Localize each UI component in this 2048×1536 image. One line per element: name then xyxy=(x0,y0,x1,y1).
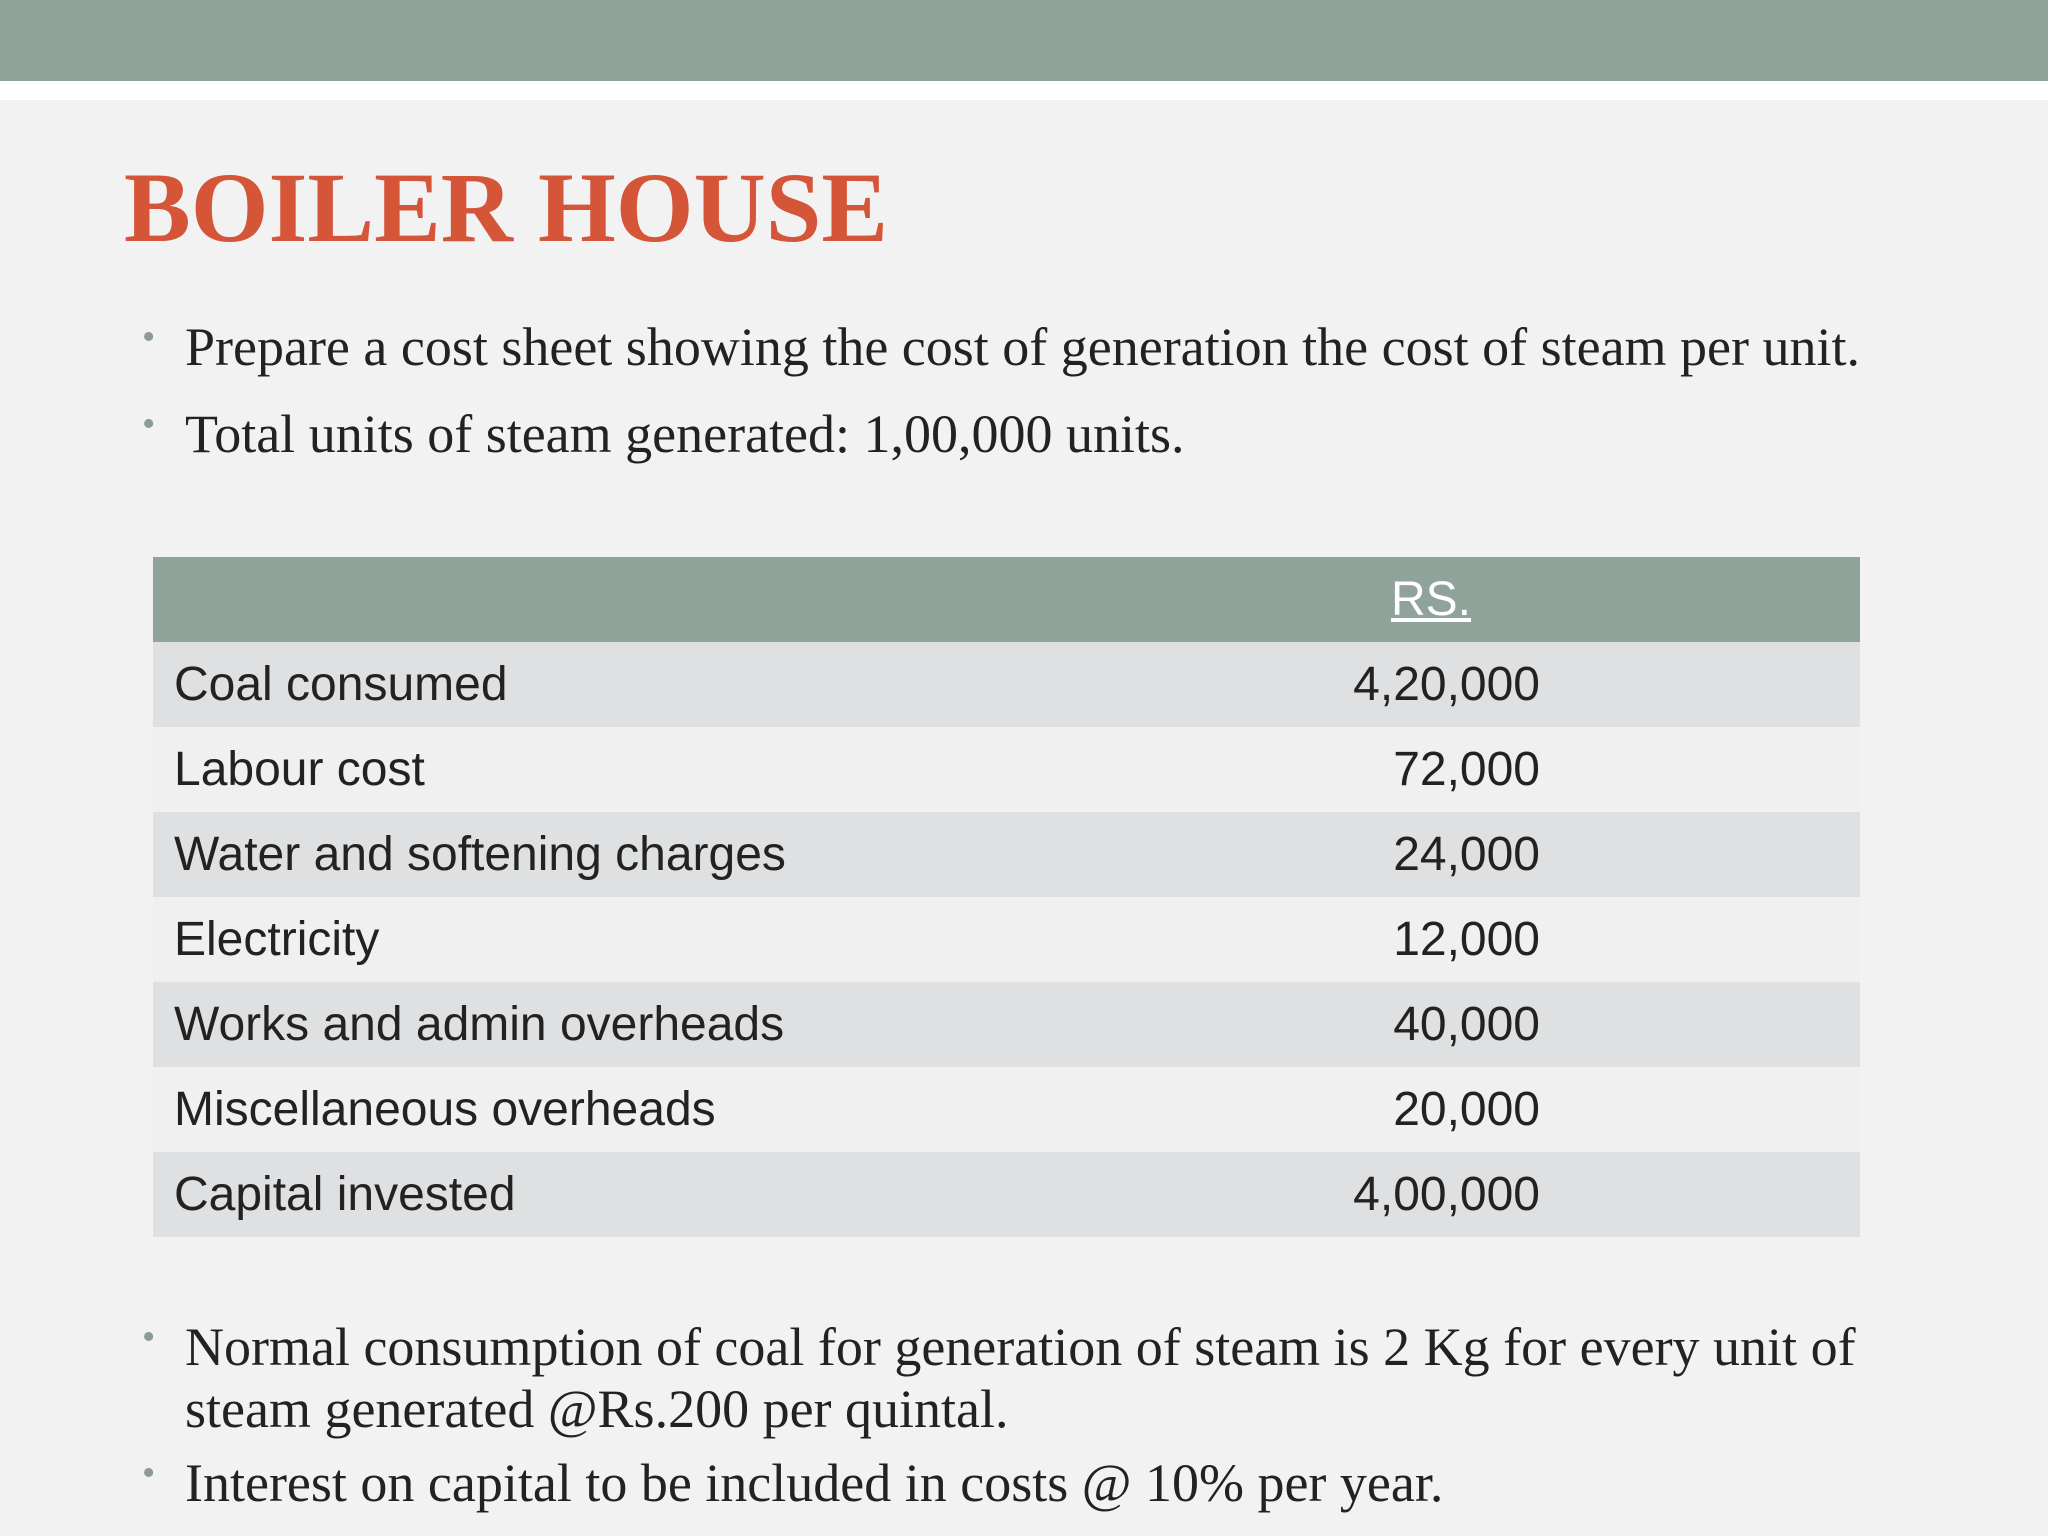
cost-item-amount: 72,000 xyxy=(1393,743,1540,796)
cost-item-amount: 20,000 xyxy=(1393,1083,1540,1136)
cost-item-amount: 4,00,000 xyxy=(1353,1168,1540,1221)
bullet-dot-icon: • xyxy=(142,1316,156,1358)
cost-item-amount: 24,000 xyxy=(1393,828,1540,881)
cost-item-amount: 12,000 xyxy=(1393,913,1540,966)
bullet-text: Prepare a cost sheet showing the cost of generation the cost of steam per unit. xyxy=(185,317,1861,377)
bullet-item xyxy=(140,1316,1925,1440)
table-row xyxy=(153,1067,1860,1152)
cost-item-label: Water and softening charges xyxy=(174,828,786,881)
top-accent-band xyxy=(0,0,2048,81)
table-row xyxy=(153,897,1860,982)
table-row xyxy=(153,982,1860,1067)
table-row xyxy=(153,1152,1860,1237)
cost-item-label: Coal consumed xyxy=(174,658,508,711)
bullet-dot-icon: • xyxy=(142,1452,156,1494)
cost-item-label: Miscellaneous overheads xyxy=(174,1083,716,1136)
table-header-row xyxy=(153,557,1860,642)
cost-item-label: Capital invested xyxy=(174,1168,516,1221)
bottom-bullet-list xyxy=(140,1316,1925,1514)
bullet-text: Total units of steam generated: 1,00,000 units. xyxy=(185,404,1185,464)
bullet-dot-icon: • xyxy=(142,316,156,358)
top-bullet-list xyxy=(140,316,1925,465)
bullet-item xyxy=(140,1452,1925,1514)
cost-item-amount: 40,000 xyxy=(1393,998,1540,1051)
bullet-text: Normal consumption of coal for generation of steam is 2 Kg for every unit of steam generated @Rs.200 per quintal. xyxy=(185,1317,1856,1439)
cost-table xyxy=(153,557,1860,1237)
bullet-item xyxy=(140,316,1925,378)
top-band-separator xyxy=(0,81,2048,100)
cost-item-amount: 4,20,000 xyxy=(1353,658,1540,711)
cost-item-label: Electricity xyxy=(174,913,380,966)
table-row xyxy=(153,642,1860,727)
cost-item-label: Labour cost xyxy=(174,743,425,796)
bullet-text: Interest on capital to be included in costs @ 10% per year. xyxy=(185,1453,1444,1513)
bullet-item xyxy=(140,403,1925,465)
slide-title: BOILER HOUSE xyxy=(124,152,889,263)
table-row xyxy=(153,812,1860,897)
table-row xyxy=(153,727,1860,812)
bullet-dot-icon: • xyxy=(142,403,156,445)
amount-column-header: RS. xyxy=(1391,573,1472,626)
cost-item-label: Works and admin overheads xyxy=(174,998,785,1051)
